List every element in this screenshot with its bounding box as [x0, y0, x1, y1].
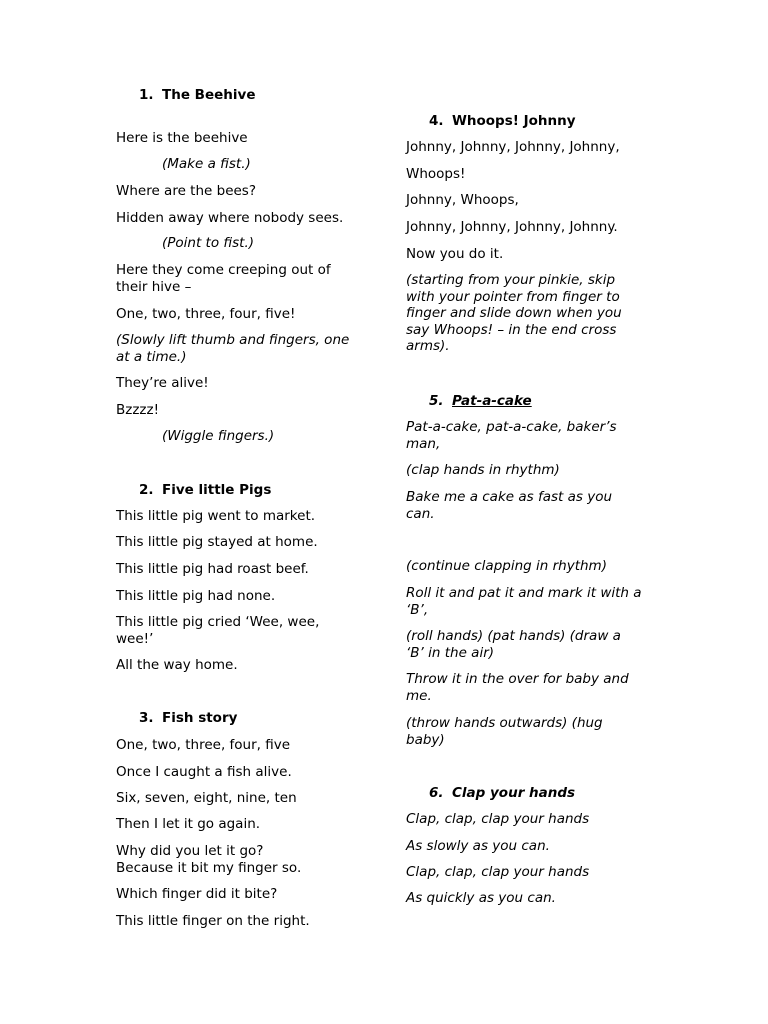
verse-line: This little pig stayed at home. [116, 534, 318, 550]
verse-line: One, two, three, four, five! [116, 306, 296, 322]
verse-line: Once I caught a fish alive. [116, 764, 292, 780]
verse-line: Now you do it. [406, 246, 504, 262]
section-heading-fish [139, 710, 237, 726]
section-title: The Beehive [162, 87, 256, 103]
action-line: (starting from your pinkie, skip with your pointer from finger to finger and slide down when you say Whoops! – in the end cross arms). [406, 272, 622, 354]
verse-line: Which finger did it bite? [116, 886, 278, 902]
verse-line: Because it bit my finger so. [116, 860, 302, 876]
section-title: Pat-a-cake [452, 393, 532, 409]
section-title: Clap your hands [452, 785, 576, 801]
section-heading-clap [429, 785, 575, 801]
action-line: (Wiggle fingers.) [162, 428, 275, 444]
section-number: 4. [429, 113, 444, 129]
action-line: (Slowly lift thumb and fingers, one at a time.) [116, 332, 350, 365]
section-number: 6. [429, 785, 444, 801]
verse-line: As quickly as you can. [406, 890, 556, 906]
section-number: 3. [139, 710, 154, 726]
verse-line: Clap, clap, clap your hands [406, 811, 590, 827]
verse-line: Here they come creeping out of their hive – [116, 262, 331, 295]
verse-line: This little finger on the right. [116, 913, 310, 929]
section-number: 5. [429, 393, 444, 409]
verse-line: They’re alive! [116, 375, 209, 391]
verse-line: Then I let it go again. [116, 816, 261, 832]
verse-line: Throw it in the over for baby and me. [406, 671, 629, 704]
verse-line: Johnny, Johnny, Johnny, Johnny, [406, 139, 620, 155]
verse-line: Clap, clap, clap your hands [406, 864, 590, 880]
verse-line: This little pig had roast beef. [116, 561, 309, 577]
action-line: (continue clapping in rhythm) [406, 558, 607, 574]
verse-line: This little pig cried ‘Wee, wee, wee!’ [116, 614, 320, 647]
section-heading-patacake [429, 393, 532, 409]
section-title: Whoops! Johnny [452, 113, 576, 129]
action-line: (Make a fist.) [162, 156, 251, 172]
action-line: (throw hands outwards) (hug baby) [406, 715, 603, 748]
action-line: (Point to fist.) [162, 235, 255, 251]
action-line: (clap hands in rhythm) [406, 462, 560, 478]
verse-line: Pat-a-cake, pat-a-cake, baker’s man, [406, 419, 617, 452]
verse-line: As slowly as you can. [406, 838, 550, 854]
verse-line: Here is the beehive [116, 130, 248, 146]
verse-line: Hidden away where nobody sees. [116, 210, 344, 226]
verse-line: This little pig went to market. [116, 508, 316, 524]
section-heading-johnny [429, 113, 576, 129]
verse-line: All the way home. [116, 657, 238, 673]
section-heading-pigs [139, 482, 271, 498]
verse-line: This little pig had none. [116, 588, 276, 604]
verse-line: Bzzzz! [116, 402, 160, 418]
verse-line: Whoops! [406, 166, 466, 182]
verse-line: Six, seven, eight, nine, ten [116, 790, 297, 806]
verse-line: Roll it and pat it and mark it with a ‘B’, [406, 585, 642, 618]
verse-line: One, two, three, four, five [116, 737, 291, 753]
verse-line: Johnny, Whoops, [406, 192, 519, 208]
section-number: 1. [139, 87, 154, 103]
section-title: Five little Pigs [162, 482, 272, 498]
action-line: (roll hands) (pat hands) (draw a ‘B’ in the air) [406, 628, 621, 661]
section-title: Fish story [162, 710, 238, 726]
verse-line: Johnny, Johnny, Johnny, Johnny. [406, 219, 618, 235]
verse-line: Bake me a cake as fast as you can. [406, 489, 613, 522]
verse-line: Why did you let it go? [116, 843, 264, 859]
section-number: 2. [139, 482, 154, 498]
section-heading-beehive [139, 87, 255, 103]
verse-line: Where are the bees? [116, 183, 257, 199]
